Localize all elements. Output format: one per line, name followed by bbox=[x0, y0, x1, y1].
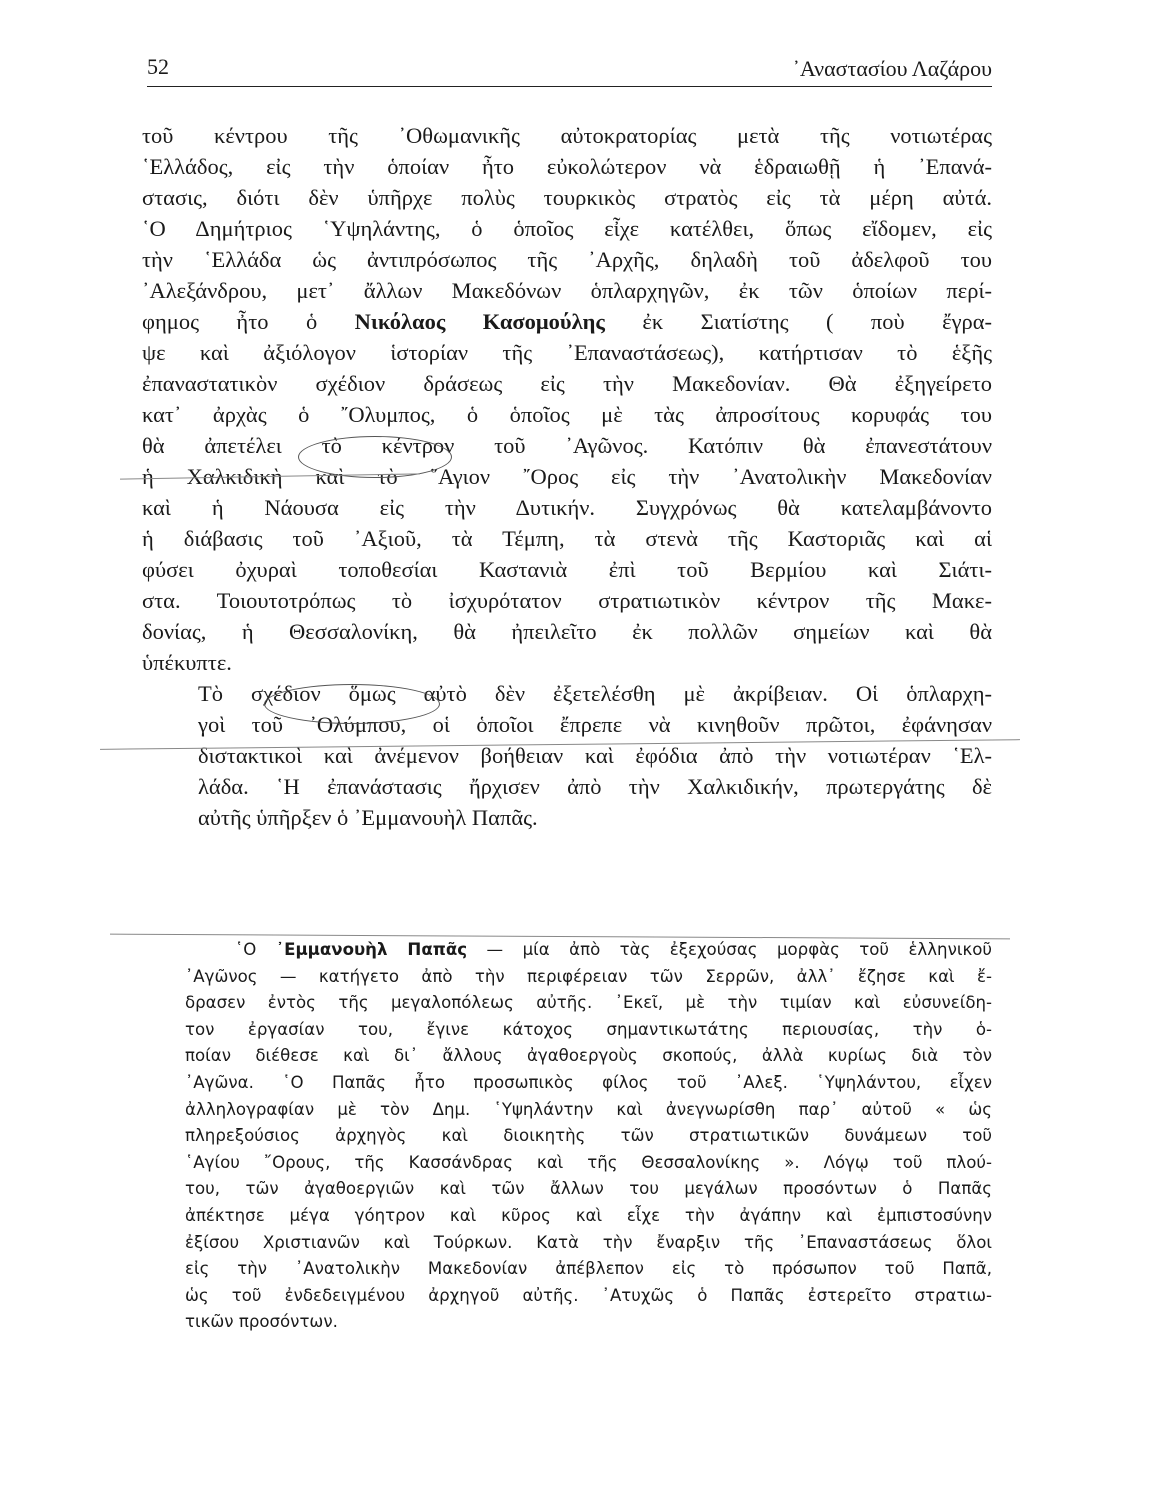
footnote-text: — μία ἀπὸ τὰς ἐξεχούσας μορφὰς τοῦ ἑλληνικοῦ bbox=[486, 940, 992, 959]
footnote-lead: ῾Ο bbox=[235, 940, 257, 959]
footnote-line: τικῶν προσόντων. bbox=[185, 1312, 338, 1332]
footnote-line bbox=[185, 937, 992, 964]
footnote-line: ῾Αγίου ῎Ορους, τῆς Κασσάνδρας καὶ τῆς Θεσσαλονίκης ». Λόγῳ τοῦ πλού- bbox=[185, 1152, 992, 1172]
text-line: ἡ Χαλκιδικὴ καὶ τὸ ῞Αγιον ῎Ορος εἰς τὴν ᾿Ανατολικὴν Μακεδονίαν bbox=[142, 464, 992, 489]
text-line: ἡ διάβασις τοῦ ᾿Αξιοῦ, τὰ Τέμπη, τὰ στενὰ τῆς Καστοριᾶς καὶ αἱ bbox=[142, 526, 992, 551]
text-line: ἐπαναστατικὸν σχέδιον δράσεως εἰς τὴν Μακεδονίαν. Θὰ ἐξηγείρετο bbox=[142, 371, 992, 396]
text-line: φύσει ὀχυραὶ τοποθεσίαι Καστανιὰ ἐπὶ τοῦ Βερμίου καὶ Σιάτι- bbox=[142, 557, 992, 582]
text-line: ῾Ελλάδος, εἰς τὴν ὁποίαν ἦτο εὐκολώτερον νὰ ἑδραιωθῇ ἡ ᾿Επανά- bbox=[142, 154, 992, 179]
footnote-line: ᾿Αγῶνα. ῾Ο Παπᾶς ἦτο προσωπικὸς φίλος τοῦ ᾿Αλεξ. ῾Υψηλάντου, εἶχεν bbox=[185, 1072, 992, 1092]
text-line: ψε καὶ ἀξιόλογον ἱστορίαν τῆς ᾿Επαναστάσεως), κατήρτισαν τὸ ἑξῆς bbox=[142, 340, 992, 365]
text-line: θὰ ἀπετέλει τὸ κέντρον τοῦ ᾿Αγῶνος. Κατόπιν θὰ ἐπανεστάτουν bbox=[142, 433, 992, 458]
pencil-circle-thessaloniki bbox=[264, 684, 440, 724]
text-line: καὶ ἡ Νάουσα εἰς τὴν Δυτικήν. Συγχρόνως θὰ κατελαμβάνοντο bbox=[142, 495, 992, 520]
text-line: αὐτῆς ὑπῆρξεν ὁ ᾿Εμμανουὴλ Παπᾶς. bbox=[198, 805, 538, 830]
footnote-line: ἀλληλογραφίαν μὲ τὸν Δημ. ῾Υψηλάντην καὶ ἀνεγνωρίσθη παρ᾿ αὐτοῦ « ὡς bbox=[185, 1099, 992, 1119]
footnote-line: ποίαν διέθεσε καὶ δι᾿ ἄλλους ἀγαθοεργοὺς σκοπούς, ἀλλὰ κυρίως διὰ τὸν bbox=[185, 1046, 992, 1066]
footnote-line: δρασεν ἐντὸς τῆς μεγαλοπόλεως αὐτῆς. ᾿Εκεῖ, μὲ τὴν τιμίαν καὶ εὐσυνείδη- bbox=[185, 993, 992, 1013]
running-head: ᾿Αναστασίου Λαζάρου bbox=[792, 56, 992, 81]
text-fragment: φημος ἦτο ὁ bbox=[142, 309, 318, 334]
text-line: στασις, διότι δὲν ὑπῆρχε πολὺς τουρκικὸς στρατὸς εἰς τὰ μέρη αὐτά. bbox=[142, 185, 992, 210]
footnote-line: ὡς τοῦ ἐνδεδειγμένου ἀρχηγοῦ αὐτῆς. ᾿Ατυχῶς ὁ Παπᾶς ἐστερεῖτο στρατιω- bbox=[185, 1285, 992, 1305]
page-header bbox=[147, 48, 992, 87]
footnote-line: του, τῶν ἀγαθοεργιῶν καὶ τῶν ἄλλων του μεγάλων προσόντων ὁ Παπᾶς bbox=[185, 1179, 992, 1199]
text-line bbox=[142, 306, 992, 337]
paragraph-1 bbox=[142, 120, 992, 678]
footnote-line: ἐξίσου Χριστιανῶν καὶ Τούρκων. Κατὰ τὴν ἔναρξιν τῆς ᾿Επαναστάσεως ὅλοι bbox=[185, 1232, 992, 1252]
text-line: κατ᾿ ἀρχὰς ὁ ῎Ολυμπος, ὁ ὁποῖος μὲ τὰς ἀπροσίτους κορυφάς του bbox=[142, 402, 992, 427]
text-line: ὑπέκυπτε. bbox=[142, 650, 232, 675]
bold-name-kasomoulis: Νικόλαος Κασομούλης bbox=[354, 309, 605, 334]
footnote-line: τον ἐργασίαν του, ἔγινε κάτοχος σημαντικωτάτης περιουσίας, τὴν ὁ- bbox=[185, 1019, 992, 1039]
text-line: Τὸ σχέδιον ὅμως αὐτὸ δὲν ἐξετελέσθη μὲ ἀκρίβειαν. Οἱ ὁπλαρχη- bbox=[198, 681, 992, 706]
text-line: λάδα. ῾Η ἐπανάστασις ἤρχισεν ἀπὸ τὴν Χαλκιδικήν, πρωτεργάτης δὲ bbox=[198, 774, 992, 799]
footnote-line: πληρεξούσιος ἀρχηγὸς καὶ διοικητὴς τῶν στρατιωτικῶν δυνάμεων τοῦ bbox=[185, 1126, 992, 1146]
footnote-line: ᾿Αγῶνος — κατήγετο ἀπὸ τὴν περιφέρειαν τῶν Σερρῶν, ἀλλ᾿ ἔζησε καὶ ἔ- bbox=[185, 966, 992, 986]
text-line: τοῦ κέντρου τῆς ᾿Οθωμανικῆς αὐτοκρατορίας μετὰ τῆς νοτιωτέρας bbox=[142, 123, 992, 148]
page-number: 52 bbox=[147, 54, 169, 79]
footnote-line: εἰς τὴν ᾿Ανατολικὴν Μακεδονίαν ἀπέβλεπον εἰς τὸ πρόσωπον τοῦ Παπᾶ, bbox=[185, 1259, 992, 1279]
text-fragment: ἐκ Σιατίστης ( ποὺ ἔγρα- bbox=[642, 309, 993, 334]
text-line: ᾿Αλεξάνδρου, μετ᾿ ἄλλων Μακεδόνων ὁπλαρχηγῶν, ἐκ τῶν ὁποίων περί- bbox=[142, 278, 992, 303]
footnote-line: ἀπέκτησε μέγα γόητρον καὶ κῦρος καὶ εἶχε τὴν ἀγάπην καὶ ἐμπιστοσύνην bbox=[185, 1205, 992, 1225]
text-line: γοὶ τοῦ ᾿Ολύμπου, οἱ ὁποῖοι ἔπρεπε νὰ κινηθοῦν πρῶτοι, ἐφάνησαν bbox=[198, 712, 992, 737]
footnote bbox=[185, 937, 992, 1336]
text-line: στα. Τοιουτοτρόπως τὸ ἰσχυρότατον στρατιωτικὸν κέντρον τῆς Μακε- bbox=[142, 588, 992, 613]
text-line: διστακτικοὶ καὶ ἀνέμενον βοήθειαν καὶ ἐφόδια ἀπὸ τὴν νοτιωτέραν ῾Ελ- bbox=[198, 743, 992, 768]
text-line: ῾Ο Δημήτριος ῾Υψηλάντης, ὁ ὁποῖος εἶχε κατέλθει, ὅπως εἴδομεν, εἰς bbox=[142, 216, 992, 241]
text-line: τὴν ῾Ελλάδα ὡς ἀντιπρόσωπος τῆς ᾿Αρχῆς, δηλαδὴ τοῦ ἀδελφοῦ του bbox=[142, 247, 992, 272]
bold-name-papas: ᾿Εμμανουὴλ Παπᾶς bbox=[275, 940, 468, 959]
pencil-circle-olympus bbox=[298, 436, 452, 478]
text-line: δονίας, ἡ Θεσσαλονίκη, θὰ ἠπειλεῖτο ἐκ πολλῶν σημείων καὶ θὰ bbox=[142, 619, 992, 644]
